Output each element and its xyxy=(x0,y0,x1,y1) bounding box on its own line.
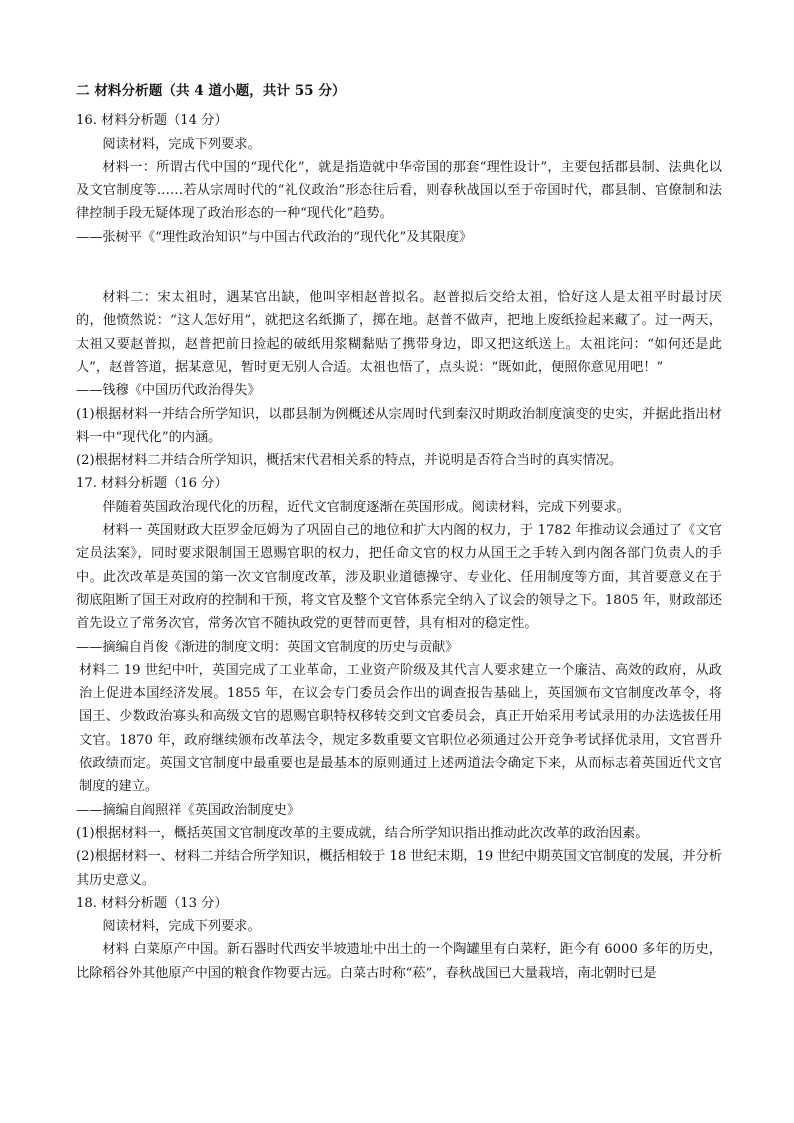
question-17 xyxy=(76,472,722,891)
section-title: 二 材料分析题（共 4 道小题，共计 55 分） xyxy=(76,83,346,99)
question-title: 18. 材料分析题（13 分） xyxy=(76,895,228,911)
material-block xyxy=(76,263,722,402)
material-text: 材料二 19 世纪中叶，英国完成了工业革命，工业资产阶级及其代言人要求建立一个廉洁、高效的政府，从政治上促进本国经济发展。1855 年，在议会专门委员会作出的调查报告基础上，英国颁布文官制度改革令，将国王、少数政治寡头和高级文官的恩赐官职特权移转交到文官委员会，真正开始采用考试录用的办法选拔任用文官。1870 年，政府继续颁布改革法令，规定多数重要文官职位必须通过公开竞争考试择优录用，文官晋升依政绩而定。英国文官制度中最重要也是最基本的原则通过上述两道法令确定下来，从而标志着英国近代文官制度的建立。 xyxy=(79,662,722,795)
material-text: 材料一：所谓古代中国的“现代化”，就是指造就中华帝国的那套“理性设计”，主要包括郡县制、法典化以及文官制度等……若从宗周时代的“礼仪政治”形态往后看，则春秋战国以至于帝国时代，郡县制、官僚制和法律控制手段无疑体现了政治形态的一种“现代化”趋势。 xyxy=(76,159,722,222)
question-title: 16. 材料分析题（14 分） xyxy=(76,113,228,129)
question-16 xyxy=(76,109,722,472)
question-title: 17. 材料分析题（16 分） xyxy=(76,476,228,492)
sub-question: (1)根据材料一，概括英国文官制度改革的主要成就，结合所学知识指出推动此次改革的政治因素。 xyxy=(76,825,649,841)
question-instruction: 阅读材料，完成下列要求。 xyxy=(102,136,261,152)
sub-question: (2)根据材料一、材料二并结合所学知识，概括相较于 18 世纪末期，19 世纪中期英国文官制度的发展，并分析其历史意义。 xyxy=(76,849,722,888)
page-content xyxy=(76,80,722,985)
question-18 xyxy=(76,892,722,985)
sub-question: (2)根据材料二并结合所学知识，概括宋代君相关系的特点，并说明是否符合当时的真实情况。 xyxy=(76,453,623,469)
material-source: ——张树平《“理性政治知识”与中国古代政治的“现代化”及其限度》 xyxy=(76,229,473,245)
material-source: ——摘编自肖俊《渐进的制度文明：英国文官制度的历史与贡献》 xyxy=(76,639,459,655)
blank-line xyxy=(76,263,722,286)
material-text: 材料 白菜原产中国。新石器时代西安半坡遗址中出土的一个陶罐里有白菜籽，距今有 6000 多年的历史，比除稻谷外其他原产中国的粮食作物要古远。白菜古时称“菘”，春秋战国已大量栽培，南北朝时已是 xyxy=(76,942,722,981)
sub-question: (1)根据材料一并结合所学知识，以郡县制为例概述从宗周时代到秦汉时期政治制度演变的史实，并据此指出材料一中“现代化”的内涵。 xyxy=(76,406,722,445)
question-instruction: 伴随着英国政治现代化的历程，近代文官制度逐渐在英国形成。阅读材料，完成下列要求。 xyxy=(102,499,630,515)
material-text: 材料二：宋太祖时，遇某官出缺，他叫宰相赵普拟名。赵普拟后交给太祖，恰好这人是太祖平时最讨厌的，他愤然说：“这人怎好用”，就把这名纸撕了，掷在地。赵普不做声，把地上废纸捡起来藏了。过一两天，太祖又要赵普拟，赵普把前日捡起的破纸用浆糊黏贴了携带身边，即又把这纸送上。太祖诧问：“如何还是此人”，赵普答道，据某意见，暂时更无别人合适。太祖也悟了，点头说：“既如此，便照你意见用吧！” xyxy=(76,290,722,375)
material-source: ——钱穆《中国历代政治得失》 xyxy=(76,383,261,399)
material-text: 材料一 英国财政大臣罗金厄姆为了巩固自己的地位和扩大内阁的权力，于 1782 年推动议会通过了《文官定员法案》，同时要求限制国王恩赐官职的权力，把任命文官的权力从国王之手转入到内阁各部门负责人的手中。此次改革是英国的第一次文官制度改革，涉及职业道德操守、专业化、任用制度等方面，其首要意义在于彻底阻断了国王对政府的控制和干预，将文官及整个文官体系完全纳入了议会的领导之下。1805 年，财政部还首先设立了常务次官，常务次官不随执政党的更替而更替，具有相对的稳定性。 xyxy=(76,523,722,632)
material-source: ——摘编自阎照祥《英国政治制度史》 xyxy=(76,802,301,818)
question-instruction: 阅读材料，完成下列要求。 xyxy=(102,919,261,935)
